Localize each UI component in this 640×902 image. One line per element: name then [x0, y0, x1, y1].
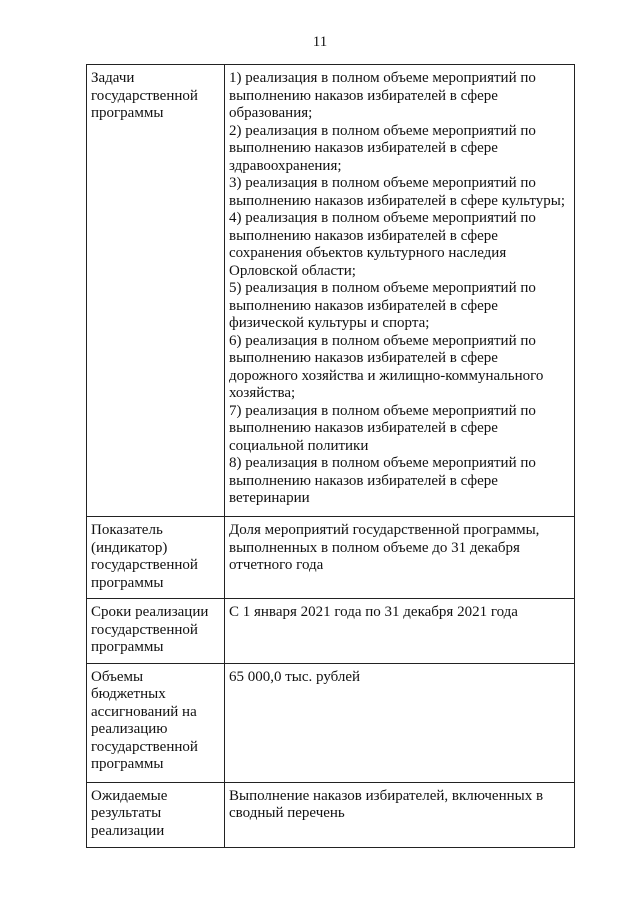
budget-label: Объемы бюджетных ассигнований на реализацию государственной программы	[87, 663, 225, 782]
task-item: 6) реализация в полном объеме мероприятий по выполнению наказов избирателей в сфере дорожного хозяйства и жилищно-коммунального хозяйства;	[229, 332, 544, 401]
task-item: 3) реализация в полном объеме мероприятий по выполнению наказов избирателей в сфере культуры;	[229, 175, 565, 209]
tasks-list	[225, 65, 575, 517]
indicator-label: Показатель (индикатор) государственной программы	[87, 517, 225, 599]
task-item: 5) реализация в полном объеме мероприятий по выполнению наказов избирателей в сфере физической культуры и спорта;	[229, 280, 536, 331]
program-passport-table	[86, 64, 575, 848]
task-item: 8) реализация в полном объеме мероприятий по выполнению наказов избирателей в сфере ветеринарии	[229, 455, 536, 506]
terms-label: Сроки реализации государственной программы	[87, 599, 225, 664]
task-item: 1) реализация в полном объеме мероприятий по выполнению наказов избирателей в сфере образования;	[229, 70, 536, 121]
results-label: Ожидаемые результаты реализации	[87, 782, 225, 847]
budget-value: 65 000,0 тыс. рублей	[225, 663, 575, 782]
task-item: 7) реализация в полном объеме мероприятий по выполнению наказов избирателей в сфере социальной политики	[229, 402, 536, 454]
task-item: 2) реализация в полном объеме мероприятий по выполнению наказов избирателей в сфере здравоохранения;	[229, 122, 536, 174]
table-row-budget	[87, 663, 575, 782]
tasks-label: Задачи государственной программы	[87, 65, 225, 517]
terms-value: С 1 января 2021 года по 31 декабря 2021 года	[225, 599, 575, 664]
results-value: Выполнение наказов избирателей, включенных в сводный перечень	[225, 782, 575, 847]
table-row-results	[87, 782, 575, 847]
table-row-tasks	[87, 65, 575, 517]
indicator-value: Доля мероприятий государственной программы, выполненных в полном объеме до 31 декабря отчетного года	[225, 517, 575, 599]
table-row-terms	[87, 599, 575, 664]
page-number: 11	[312, 34, 328, 50]
task-item: 4) реализация в полном объеме мероприятий по выполнению наказов избирателей в сфере сохранения объектов культурного наследия Орловской области;	[229, 210, 536, 279]
table-row-indicator	[87, 517, 575, 599]
